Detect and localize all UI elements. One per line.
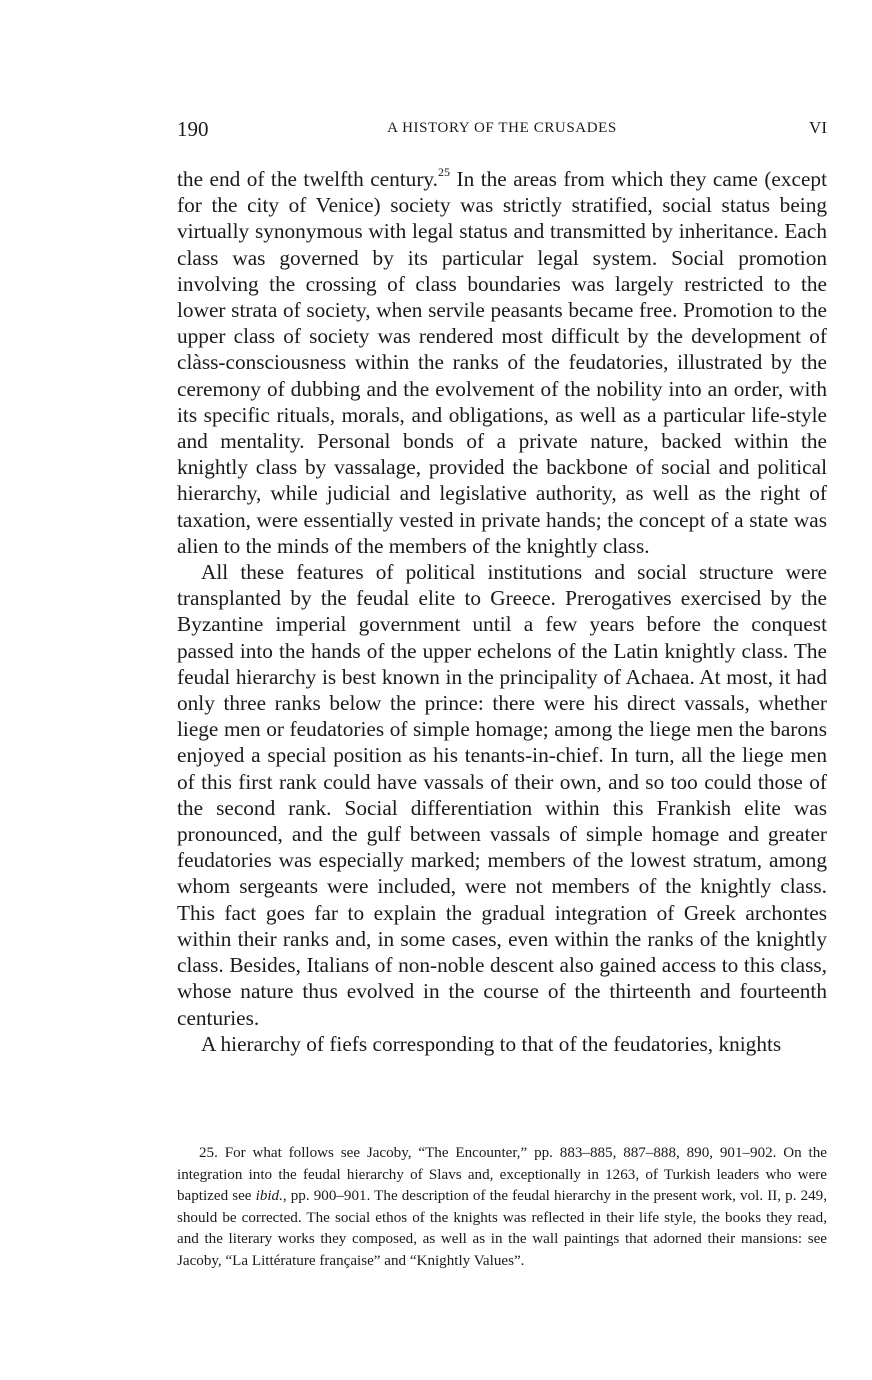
volume-number: VI bbox=[809, 118, 827, 137]
footnote-text-2: pp. 900–901. The description of the feudal hierarchy in the present work, vol. II, p. 249, should be corrected. The social ethos of the knights was reflected in their life style, the books they read, and the literary works they composed, as well as in the wall paintings that adorned their mansions: see Jacoby, “La Littérature française” and “Knightly Values”. bbox=[177, 1188, 827, 1269]
footnote-number: 25. bbox=[199, 1145, 218, 1161]
paragraph-1-opening: the end of the twelfth century. bbox=[177, 167, 439, 191]
body-text bbox=[177, 166, 827, 1057]
paragraph-1 bbox=[177, 166, 827, 559]
footnote-text-1: For what follows see Jacoby, “The Encounter,” pp. 883–885, 887–888, 890, 901–902. On the integration into the feudal hierarchy of Slavs and, exceptionally in 1263, of Turkish leaders who were baptized see bbox=[177, 1145, 827, 1204]
paragraph-1-continued: In the areas from which they came (except for the city of Venice) society was strictly stratified, social status being virtually synonymous with legal status and transmitted by inheritance. Each class was governed by its particular legal system. Social promotion involving the crossing of class boundaries was largely restricted to the lower strata of society, when servile peasants became free. Promotion to the upper class of society was rendered most difficult by the development of clàss-consciousness within the ranks of the feudatories, illustrated by the ceremony of dubbing and the evolvement of the nobility into an order, with its specific rituals, morals, and obligations, as well as a particular life-style and mentality. Personal bonds of a private nature, backed within the knightly class by vassalage, provided the backbone of social and political hierarchy, while judicial and legislative authority, as well as the right of taxation, were essentially vested in private hands; the concept of a state was alien to the minds of the members of the knightly class. bbox=[177, 167, 827, 558]
footnote-reference[interactable]: 25 bbox=[438, 164, 451, 179]
page-number: 190 bbox=[177, 117, 209, 141]
footnote bbox=[177, 1143, 827, 1272]
running-title: A HISTORY OF THE CRUSADES bbox=[387, 120, 617, 136]
paragraph-2: All these features of political institutions and social structure were transplanted by the feudal elite to Greece. Prerogatives exercised by the Byzantine imperial government until a few years before the conquest passed into the hands of the upper echelons of the Latin knightly class. The feudal hierarchy is best known in the principality of Achaea. At most, it had only three ranks below the prince: there were his direct vassals, whether liege men or feudatories of simple homage; among the liege men the barons enjoyed a special position as his tenants-in-chief. In turn, all the liege men of this first rank could have vassals of their own, and so too could those of the second rank. Social differentiation within this Frankish elite was pronounced, and the gulf between vassals of simple homage and greater feudatories was especially marked; members of the lowest stratum, among whom sergeants were included, were not members of the knightly class. This fact goes far to explain the gradual integration of Greek archontes within their ranks and, in some cases, even within the ranks of the knightly class. Besides, Italians of non-noble descent also gained access to this class, whose nature thus evolved in the course of the thirteenth and fourteenth centuries. bbox=[177, 560, 827, 1030]
footnote-ibid: ibid., bbox=[255, 1188, 287, 1204]
running-head bbox=[177, 117, 827, 145]
footnote-25 bbox=[177, 1143, 827, 1272]
paragraph-3: A hierarchy of fiefs corresponding to that of the feudatories, knights bbox=[201, 1031, 782, 1056]
